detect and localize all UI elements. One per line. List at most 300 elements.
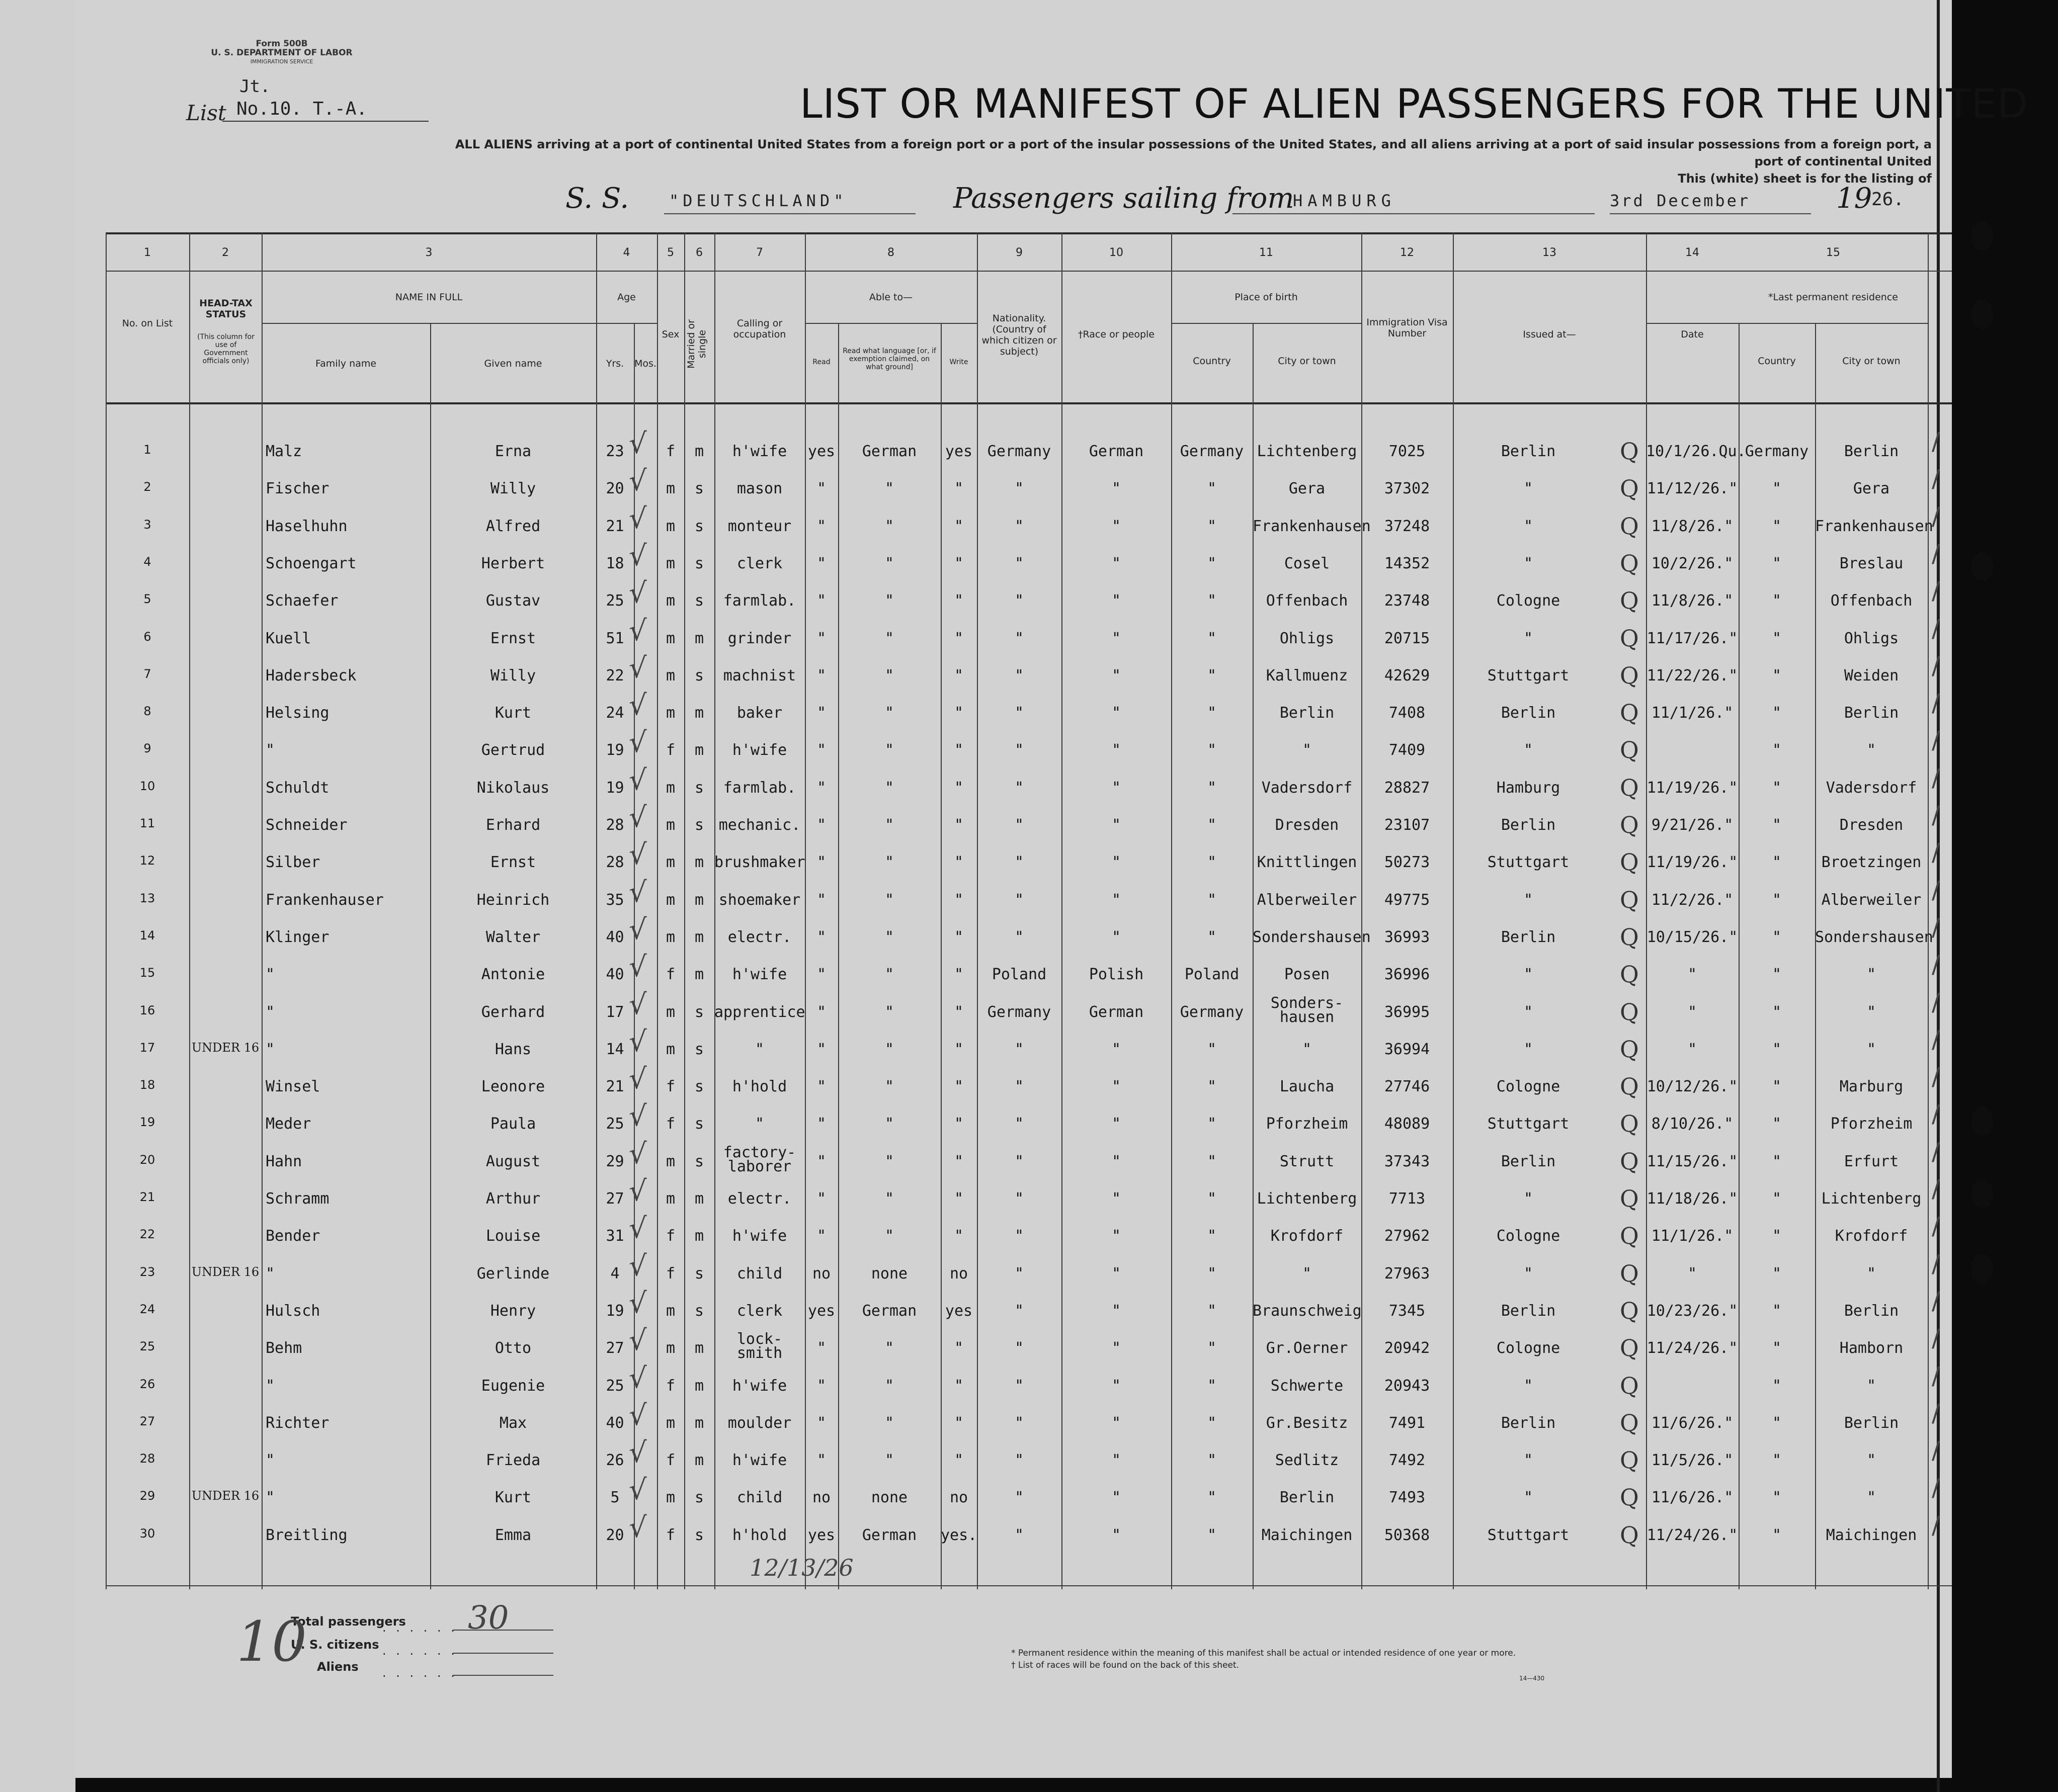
cell-given: Ernst <box>490 854 536 872</box>
cell-date: 9/21/26." <box>1651 816 1734 834</box>
cell-occ: clerk <box>736 1302 783 1320</box>
cell-rcity: " <box>1866 1489 1876 1507</box>
header-head-tax-note: (This column for use of Government officials only) <box>197 333 255 365</box>
cell-family: Richter <box>266 1414 330 1432</box>
cell-read: " <box>816 1190 827 1208</box>
col-number: 10 <box>1109 246 1123 259</box>
footnote-residence: * Permanent residence within the meaning of this manifest shall be actual or intended residence of one year or more. <box>1011 1648 1516 1658</box>
issued-q-mark: Q <box>1620 549 1639 577</box>
cell-rcountry: " <box>1772 517 1782 535</box>
cell-given: Leonore <box>481 1078 545 1096</box>
margin-check-mark: / <box>1932 988 1940 1016</box>
header-read: Read <box>812 358 831 366</box>
cell-race: " <box>1111 816 1121 834</box>
cell-nat: " <box>1014 1302 1024 1320</box>
cell-write: " <box>954 592 964 610</box>
cell-rcountry: " <box>1772 1339 1782 1357</box>
cell-nat: " <box>1014 816 1024 834</box>
cell-sex: m <box>666 1489 676 1507</box>
cell-yrs: 19 <box>606 1302 624 1320</box>
cell-issued: " <box>1523 1190 1533 1208</box>
cell-write: " <box>954 1078 964 1096</box>
issued-q-mark: Q <box>1620 1259 1639 1287</box>
cell-family: " <box>266 1489 275 1507</box>
cell-date: 10/1/26.Qu. <box>1646 443 1746 460</box>
cell-issued: Berlin <box>1501 443 1556 460</box>
cell-write: " <box>954 891 964 909</box>
cell-given: Arthur <box>485 1190 541 1208</box>
cell-bcountry: " <box>1207 1152 1217 1170</box>
list-label: List <box>186 101 226 125</box>
cell-sex: m <box>666 592 676 610</box>
margin-check-mark: / <box>1932 1100 1940 1129</box>
cell-no: 10 <box>139 779 155 793</box>
manifest-table <box>106 232 1952 1589</box>
cell-ms: s <box>694 592 704 610</box>
cell-given: Antonie <box>481 966 545 984</box>
cell-date: 11/18/26." <box>1647 1190 1738 1208</box>
cell-read: " <box>816 816 827 834</box>
cell-sex: m <box>666 1414 676 1432</box>
cell-write: " <box>954 666 964 685</box>
age-check-mark: √ <box>629 689 647 722</box>
cell-sex: f <box>666 1227 676 1245</box>
cell-nat: " <box>1014 1452 1024 1470</box>
cell-yrs: 25 <box>606 1115 624 1133</box>
issued-q-mark: Q <box>1620 1222 1639 1250</box>
margin-check-mark: / <box>1932 838 1940 867</box>
cell-visa: 36994 <box>1384 1040 1430 1058</box>
cell-bcity: Sonders- hausen <box>1270 994 1344 1026</box>
col-number: 14 <box>1685 246 1699 259</box>
cell-visa: 50368 <box>1384 1526 1430 1544</box>
cell-bcountry: " <box>1207 704 1217 722</box>
cell-date: 10/12/26." <box>1647 1078 1738 1096</box>
cell-rcity: Lichtenberg <box>1821 1190 1922 1208</box>
header-name-in-full: NAME IN FULL <box>395 292 463 303</box>
cell-read: " <box>816 1377 827 1395</box>
cell-rcountry: " <box>1772 1302 1782 1320</box>
cell-read: " <box>816 1152 827 1170</box>
dot-leader: . . . . . . <box>382 1644 458 1658</box>
col-line <box>262 232 263 1589</box>
cell-given: Ernst <box>490 629 536 647</box>
cell-sex: f <box>666 966 676 984</box>
cell-lang: " <box>884 1414 894 1432</box>
cell-visa: 7345 <box>1388 1302 1426 1320</box>
cell-race: " <box>1111 779 1121 797</box>
cell-yrs: 31 <box>606 1227 624 1245</box>
date-underline <box>1610 213 1811 214</box>
cell-issued: " <box>1523 629 1533 647</box>
cell-read: " <box>816 854 827 872</box>
cell-read: " <box>816 517 827 535</box>
cell-race: " <box>1111 704 1121 722</box>
cell-visa: 20942 <box>1384 1339 1430 1357</box>
col-number: 15 <box>1826 246 1840 259</box>
col-number: 8 <box>887 246 894 259</box>
cell-occ: h'wife <box>732 1227 787 1245</box>
handwritten-total: 30 <box>468 1599 509 1637</box>
cell-nat: " <box>1014 666 1024 685</box>
cell-nat: " <box>1014 704 1024 722</box>
cell-yrs: 19 <box>606 741 624 759</box>
cell-rcountry: " <box>1772 704 1782 722</box>
cell-bcountry: " <box>1207 629 1217 647</box>
header-residence-city: City or town <box>1842 356 1901 367</box>
cell-lang: " <box>884 966 894 984</box>
col-number: 1 <box>144 246 151 259</box>
cell-no: 15 <box>139 966 155 980</box>
cell-write: " <box>954 1452 964 1470</box>
cell-issued: Stuttgart <box>1487 854 1570 872</box>
cell-nat: " <box>1014 779 1024 797</box>
list-number: No.10. T.-A. <box>236 99 368 119</box>
cell-issued: " <box>1523 1377 1533 1395</box>
cell-yrs: 24 <box>606 704 624 722</box>
cell-ms: s <box>694 1526 704 1544</box>
age-check-mark: √ <box>629 428 647 460</box>
cell-issued: Cologne <box>1496 592 1560 610</box>
header-head-tax: HEAD-TAX STATUS <box>199 298 253 320</box>
cell-yrs: 4 <box>610 1264 620 1283</box>
cell-sex: m <box>666 928 676 946</box>
margin-check-mark: / <box>1932 726 1940 755</box>
cell-family: Schuldt <box>266 779 330 797</box>
cell-occ: farmlab. <box>723 592 796 610</box>
cell-bcountry: " <box>1207 517 1217 535</box>
cell-no: 13 <box>139 891 155 905</box>
cell-nat: " <box>1014 1489 1024 1507</box>
col-line <box>1646 232 1647 1589</box>
cell-rcity: Maichingen <box>1826 1526 1917 1544</box>
cell-read: " <box>816 1078 827 1096</box>
cell-no: 14 <box>139 928 155 943</box>
age-check-mark: √ <box>629 1361 647 1395</box>
age-check-mark: √ <box>629 1137 647 1170</box>
cell-lang: " <box>884 1452 894 1470</box>
departure-port: HAMBURG <box>1293 191 1396 210</box>
margin-check-mark: / <box>1932 1436 1940 1465</box>
cell-visa: 7491 <box>1388 1414 1426 1432</box>
cell-occ: factory- laborer <box>723 1143 796 1175</box>
cell-yrs: 21 <box>606 517 624 535</box>
cell-lang: " <box>884 928 894 946</box>
cell-ms: s <box>694 1302 704 1320</box>
cell-visa: 50273 <box>1384 854 1430 872</box>
cell-yrs: 40 <box>606 928 624 946</box>
cell-nat: Germany <box>987 1003 1051 1021</box>
cell-yrs: 25 <box>606 592 624 610</box>
margin-check-mark: / <box>1932 1399 1940 1427</box>
cell-occ: " <box>755 1040 765 1058</box>
cell-rcity: " <box>1866 1377 1876 1395</box>
margin-check-mark: / <box>1932 614 1940 643</box>
cell-family: " <box>266 741 275 759</box>
cell-write: " <box>954 741 964 759</box>
cell-sex: m <box>666 854 676 872</box>
cell-occ: " <box>755 1115 765 1133</box>
cell-bcountry: " <box>1207 1115 1217 1133</box>
ship-name: "DEUTSCHLAND" <box>669 191 848 210</box>
cell-visa: 7409 <box>1388 741 1426 759</box>
cell-write: " <box>954 1040 964 1058</box>
cell-rcity: Marburg <box>1839 1078 1904 1096</box>
cell-bcity: Berlin <box>1279 1489 1335 1507</box>
issued-q-mark: Q <box>1620 1409 1639 1436</box>
cell-date: 10/15/26." <box>1647 928 1738 946</box>
col-number: 7 <box>756 246 763 259</box>
age-check-mark: √ <box>629 1063 647 1096</box>
cell-write: " <box>954 1377 964 1395</box>
cell-yrs: 40 <box>606 966 624 984</box>
cell-given: Heinrich <box>476 891 550 909</box>
cell-rcity: Erfurt <box>1844 1152 1899 1170</box>
issued-q-mark: Q <box>1620 998 1639 1026</box>
issued-q-mark: Q <box>1620 1334 1639 1362</box>
cell-race: " <box>1111 1078 1121 1096</box>
cell-occ: h'wife <box>732 1452 787 1470</box>
cell-tax: UNDER 16 <box>191 1264 260 1279</box>
aliens-label: Aliens <box>317 1660 359 1674</box>
age-check-mark: √ <box>629 1287 647 1320</box>
cell-date: 11/8/26." <box>1651 592 1734 610</box>
left-margin-strip <box>0 0 75 1792</box>
dot-leader: . . . . . . <box>382 1620 458 1635</box>
cell-given: Gustav <box>485 592 541 610</box>
cell-given: Max <box>499 1414 527 1432</box>
cell-rcity: Frankenhausen <box>1815 517 1933 535</box>
age-check-mark: √ <box>629 539 647 572</box>
cell-family: Kuell <box>266 629 311 647</box>
margin-check-mark: / <box>1932 539 1940 568</box>
cell-bcountry: " <box>1207 480 1217 498</box>
cell-read: " <box>816 741 827 759</box>
col-line <box>1815 323 1816 1589</box>
cell-rcountry: " <box>1772 1264 1782 1283</box>
subheader-rule <box>596 323 657 324</box>
cell-date: " <box>1687 1003 1697 1021</box>
cell-no: 25 <box>139 1339 155 1354</box>
header-no-on-list: No. on List <box>122 318 173 329</box>
age-check-mark: √ <box>629 465 647 498</box>
header-age: Age <box>617 292 636 303</box>
col-number: 5 <box>667 246 674 259</box>
header-sex: Sex <box>662 329 680 340</box>
cell-write: yes. <box>941 1526 977 1544</box>
cell-given: Gertrud <box>481 741 545 759</box>
cell-visa: 37302 <box>1384 480 1430 498</box>
cell-ms: s <box>694 816 704 834</box>
footnote-races: † List of races will be found on the back of this sheet. <box>1011 1660 1240 1670</box>
cell-issued: Berlin <box>1501 1414 1556 1432</box>
col-line <box>1928 232 1929 1589</box>
cell-race: " <box>1111 741 1121 759</box>
margin-check-mark: / <box>1932 876 1940 904</box>
cell-date: 11/15/26." <box>1647 1152 1738 1170</box>
cell-nat: " <box>1014 1040 1024 1058</box>
age-check-mark: √ <box>629 651 647 685</box>
cell-date: 10/2/26." <box>1651 554 1734 572</box>
subtitle-line-1: ALL ALIENS arriving at a port of continental United States from a foreign port or a port of the insular possessions of the United States, and all aliens arriving at a port of said insular possessions from a foreign port, a port of continental United <box>455 137 1932 168</box>
cell-read: yes <box>807 1302 836 1320</box>
margin-check-mark: / <box>1932 502 1940 531</box>
header-birth-city: City or town <box>1278 356 1336 367</box>
cell-bcity: Laucha <box>1279 1078 1335 1096</box>
cell-rcountry: " <box>1772 1078 1782 1096</box>
cell-family: " <box>266 1377 275 1395</box>
margin-check-mark: / <box>1932 1511 1940 1540</box>
cell-no: 8 <box>143 704 151 719</box>
cell-family: Meder <box>266 1115 311 1133</box>
cell-no: 6 <box>143 629 151 644</box>
cell-nat: " <box>1014 554 1024 572</box>
cell-write: " <box>954 1339 964 1357</box>
age-check-mark: √ <box>629 1436 647 1470</box>
cell-date: 11/6/26." <box>1651 1489 1734 1507</box>
cell-read: " <box>816 1040 827 1058</box>
cell-family: Hahn <box>266 1152 302 1170</box>
cell-ms: m <box>694 629 704 647</box>
header-calling: Calling or occupation <box>733 318 786 340</box>
cell-date: 11/1/26." <box>1651 1227 1734 1245</box>
cell-lang: German <box>862 1526 917 1544</box>
cell-occ: moulder <box>727 1414 792 1432</box>
age-check-mark: √ <box>629 1175 647 1208</box>
cell-date: " <box>1687 966 1697 984</box>
cell-given: Erhard <box>485 816 541 834</box>
margin-check-mark: / <box>1932 577 1940 606</box>
binder-hole <box>1971 221 1993 250</box>
cell-write: " <box>954 704 964 722</box>
margin-check-mark: / <box>1932 1175 1940 1203</box>
cell-issued: Cologne <box>1496 1078 1560 1096</box>
cell-rcountry: " <box>1772 1526 1782 1544</box>
cell-no: 12 <box>139 854 155 868</box>
cell-ms: m <box>694 1190 704 1208</box>
cell-occ: h'wife <box>732 741 787 759</box>
list-underline <box>222 121 429 122</box>
cell-bcity: Braunschweig <box>1253 1302 1362 1320</box>
cell-visa: 37343 <box>1384 1152 1430 1170</box>
cell-occ: lock- smith <box>736 1330 783 1362</box>
issued-q-mark: Q <box>1620 1035 1639 1063</box>
col-line <box>430 323 431 1589</box>
cell-rcountry: " <box>1772 966 1782 984</box>
cell-visa: 20715 <box>1384 629 1430 647</box>
cell-rcity: Dresden <box>1839 816 1904 834</box>
cell-visa: 7408 <box>1388 704 1426 722</box>
margin-check-mark: / <box>1932 651 1940 680</box>
cell-read: " <box>816 779 827 797</box>
header-mos: Mos. <box>634 358 656 369</box>
cell-race: " <box>1111 1152 1121 1170</box>
cell-ms: m <box>694 966 704 984</box>
col-number: 11 <box>1259 246 1273 259</box>
cell-yrs: 17 <box>606 1003 624 1021</box>
cell-sex: m <box>666 629 676 647</box>
cell-given: Hans <box>495 1040 532 1058</box>
cell-date: 11/12/26." <box>1647 480 1738 498</box>
margin-check-mark: / <box>1932 1063 1940 1091</box>
cell-date: 11/22/26." <box>1647 666 1738 685</box>
ship-underline <box>664 213 916 214</box>
cell-given: Willy <box>490 666 536 685</box>
cell-lang: " <box>884 1227 894 1245</box>
cell-given: Kurt <box>495 704 532 722</box>
cell-lang: " <box>884 854 894 872</box>
cell-race: " <box>1111 480 1121 498</box>
cell-sex: m <box>666 1040 676 1058</box>
cell-bcity: " <box>1302 1264 1312 1283</box>
cell-bcountry: " <box>1207 1302 1217 1320</box>
form-header <box>181 39 382 66</box>
cell-visa: 27963 <box>1384 1264 1430 1283</box>
cell-lang: " <box>884 1190 894 1208</box>
cell-issued: " <box>1523 480 1533 498</box>
cell-given: Otto <box>495 1339 532 1357</box>
issued-q-mark: Q <box>1620 961 1639 988</box>
cell-race: " <box>1111 592 1121 610</box>
cell-sex: m <box>666 816 676 834</box>
binder-hole <box>1971 300 1993 329</box>
cell-sex: f <box>666 443 676 460</box>
cell-sex: f <box>666 1452 676 1470</box>
issued-q-mark: Q <box>1620 886 1639 913</box>
cell-write: " <box>954 1152 964 1170</box>
cell-bcountry: " <box>1207 1078 1217 1096</box>
header-given-name: Given name <box>484 358 542 369</box>
subheader-rule <box>805 323 977 324</box>
year-prefix: 19 <box>1836 182 1872 215</box>
age-check-mark: √ <box>629 726 647 759</box>
cell-rcountry: " <box>1772 891 1782 909</box>
cell-race: " <box>1111 928 1121 946</box>
cell-family: Helsing <box>266 704 330 722</box>
cell-given: Kurt <box>495 1489 532 1507</box>
cell-occ: child <box>736 1264 783 1283</box>
col-number: 12 <box>1400 246 1414 259</box>
cell-rcountry: " <box>1772 1489 1782 1507</box>
cell-ms: m <box>694 704 704 722</box>
cell-bcountry: " <box>1207 816 1217 834</box>
cell-occ: monteur <box>727 517 792 535</box>
cell-read: " <box>816 629 827 647</box>
age-check-mark: √ <box>629 502 647 535</box>
cell-write: " <box>954 554 964 572</box>
header-last-residence: *Last permanent residence <box>1768 292 1898 303</box>
cell-bcity: Gr.Oerner <box>1266 1339 1348 1357</box>
cell-rcountry: " <box>1772 1040 1782 1058</box>
header-yrs: Yrs. <box>606 358 624 369</box>
cell-occ: h'hold <box>732 1078 787 1096</box>
cell-issued: " <box>1523 517 1533 535</box>
age-check-mark: √ <box>629 801 647 834</box>
cell-write: yes <box>945 443 973 460</box>
cell-rcity: " <box>1866 966 1876 984</box>
cell-rcountry: " <box>1772 1152 1782 1170</box>
cell-issued: Hamburg <box>1496 779 1560 797</box>
cell-family: Klinger <box>266 928 330 946</box>
cell-sex: f <box>666 1115 676 1133</box>
cell-sex: m <box>666 704 676 722</box>
header-married: Married or single <box>686 319 708 369</box>
age-check-mark: √ <box>629 1025 647 1058</box>
col-number: 4 <box>623 246 630 259</box>
cell-bcity: Vadersdorf <box>1261 779 1353 797</box>
cell-bcity: " <box>1302 741 1312 759</box>
cell-visa: 36996 <box>1384 966 1430 984</box>
